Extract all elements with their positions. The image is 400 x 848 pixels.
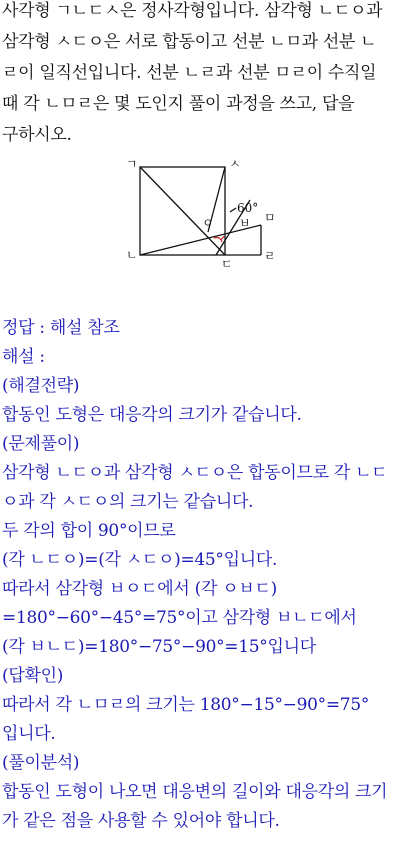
answer-line: 정답 : 해설 참조 [2,318,120,338]
geometry-figure [118,152,288,272]
problem-line: ㄹ이 일직선입니다. 선분 ㄴㄹ과 선분 ㅁㄹ이 수직일 [2,63,377,83]
problem-line: 구하시오. [2,125,72,145]
angle-tick [230,208,236,212]
problem-line: 사각형 ㄱㄴㄷㅅ은 정사각형입니다. 삼각형 ㄴㄷㅇ과 [2,1,383,21]
solution-line: =180°−60°−45°=75°이고 삼각형 ㅂㄴㄷ에서 [2,608,357,628]
line-g-d [140,167,225,255]
solution-line: 해설 : [2,347,45,367]
label-b: ㅂ [239,216,251,230]
solution-line: 합동인 도형은 대응각의 크기가 같습니다. [2,405,302,425]
label-m: ㅁ [264,211,276,225]
solution-line: (해결전략) [2,376,80,396]
label-o: ㅇ [202,216,214,230]
solution-line: (각 ㄴㄷㅇ)=(각 ㅅㄷㅇ)=45°입니다. [2,550,278,570]
label-angle-60: 60° [237,201,259,215]
solution-line: 두 각의 합이 90°이므로 [2,521,176,541]
solution-line: 삼각형 ㄴㄷㅇ과 삼각형 ㅅㄷㅇ은 합동이므로 각 ㄴㄷ [2,463,388,483]
label-r: ㄹ [264,249,276,263]
solution-line: 따라서 삼각형 ㅂㅇㄷ에서 (각 ㅇㅂㄷ) [2,579,277,599]
problem-line: 삼각형 ㅅㄷㅇ은 서로 합동이고 선분 ㄴㅁ과 선분 ㄴ [2,32,377,52]
label-n: ㄴ [126,248,138,262]
solution-line: 합동인 도형이 나오면 대응변의 길이와 대응각의 크기 [2,782,388,802]
angle-mark-tick [221,236,224,240]
problem-line: 때 각 ㄴㅁㄹ은 몇 도인지 풀이 과정을 쓰고, 답을 [2,94,355,114]
solution-line: (답확인) [2,666,64,686]
solution-line: 따라서 각 ㄴㅁㄹ의 크기는 180°−15°−90°=75° [2,695,370,715]
label-d: ㄷ [221,257,233,271]
solution-line: (문제풀이) [2,434,80,454]
solution-line: ㅇ과 각 ㅅㄷㅇ의 크기는 같습니다. [2,492,254,512]
label-s: ㅅ [229,157,241,171]
solution-line: (각 ㅂㄴㄷ)=180°−75°−90°=15°입니다 [2,637,316,657]
solution-line: 가 같은 점을 사용할 수 있어야 합니다. [2,811,280,831]
solution-line: (풀이분석) [2,753,80,773]
label-g: ㄱ [126,157,138,171]
solution-line: 입니다. [2,724,56,744]
